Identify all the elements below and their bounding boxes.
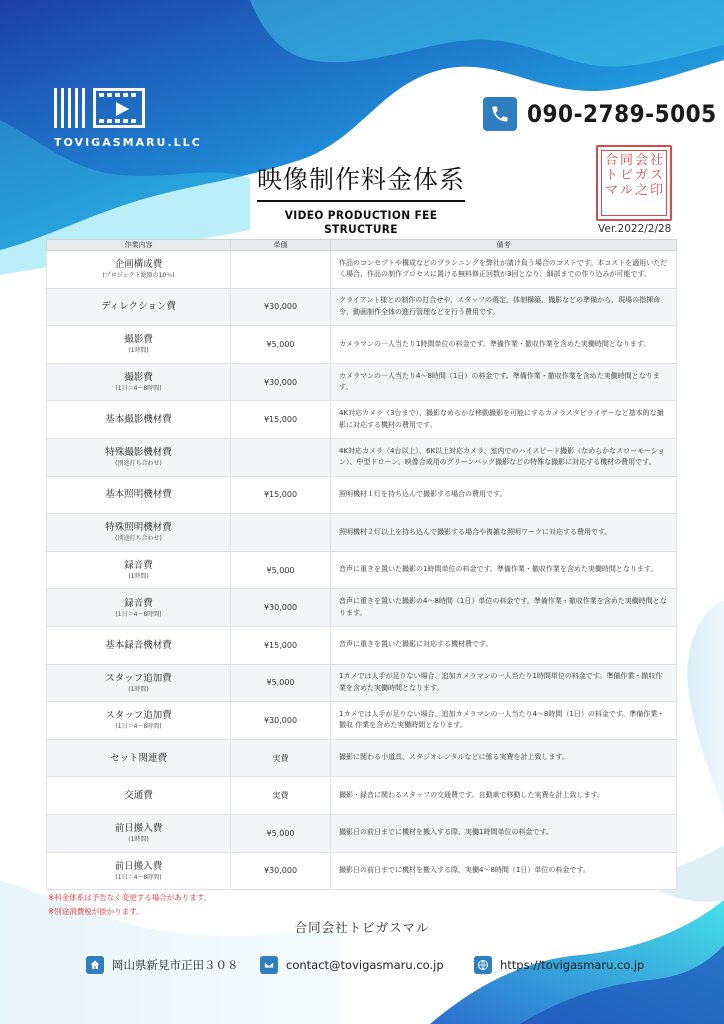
- task-name: 録音費: [124, 597, 153, 609]
- task-subnote: (1日＝4〜8時間): [115, 873, 162, 881]
- task-subnote: (1日＝4〜8時間): [115, 723, 162, 731]
- task-subnote: (別途打ち合わせ): [115, 535, 162, 543]
- cell-task: [47, 664, 231, 702]
- task-subnote: (別途打ち合わせ): [115, 460, 162, 468]
- cell-note: 撮影日の前日までに機材を搬入する際、実働1時間単位の料金です。: [331, 814, 677, 852]
- footer-email[interactable]: [260, 956, 474, 974]
- cell-note: 撮影に関わる小道具、スタジオレンタルなどに係る実費を計上致します。: [331, 739, 677, 777]
- table-row: [47, 739, 677, 777]
- table-row: [47, 702, 677, 740]
- seal-char: マ: [604, 183, 618, 198]
- cell-task: [47, 438, 231, 476]
- table-row: [47, 664, 677, 702]
- cell-price: [231, 514, 331, 552]
- title-japanese: 映像制作料金体系: [257, 160, 465, 202]
- table-row: [47, 626, 677, 664]
- cell-note: クライアント様との制作の打合せや、スタッフの選定、体制構築、撮影などの準備から、現場の指揮命令、動画制作全体の進行管理などを行う費用です。: [331, 288, 677, 326]
- task-subnote: (1時間): [128, 347, 149, 355]
- seal-char: [634, 198, 649, 213]
- cell-price: ¥15,000: [231, 626, 331, 664]
- cell-note: 1カメでは人手が足りない場合、追加カメラマンの一人当たり4〜8時間（1日）の料金です。準備作業・撤収 作業を含めた実働時間となります。: [331, 702, 677, 740]
- seal-char: ビ: [619, 168, 633, 183]
- cell-task: [47, 514, 231, 552]
- disclaimer-notes: [48, 891, 211, 919]
- cell-price: [231, 438, 331, 476]
- task-subnote: (1時間): [128, 573, 149, 581]
- task-name: 前日搬入費: [114, 860, 163, 872]
- table-row: [47, 551, 677, 589]
- page-title: [246, 160, 476, 236]
- cell-task: [47, 551, 231, 589]
- cell-note: 4K対応カメラ（4台以上）、6K以上対応カメラ、室内でのハイスピード撮影（なめらかなスローモーション）、中型ドローン、映像合成用のグリーンバック撮影などの特殊な撮影に対応する機材の費用です。: [331, 438, 677, 476]
- seal-char: [619, 198, 634, 213]
- cell-note: カメラマンの一人当たり1時間単位の料金です。準備作業・撤収作業を含めた実働時間となります。: [331, 326, 677, 364]
- home-icon: [86, 956, 104, 974]
- table-row: [47, 589, 677, 627]
- phone-contact[interactable]: [483, 97, 717, 131]
- cell-price: ¥15,000: [231, 401, 331, 439]
- version-date: Ver.2022/2/28: [598, 223, 672, 235]
- table-row: [47, 288, 677, 326]
- cell-note: 音声に重きを置いた撮影に対応する機材費です。: [331, 626, 677, 664]
- cell-task: [47, 702, 231, 740]
- task-subnote: (1日＝4〜8時間): [115, 610, 162, 618]
- cell-price: ¥5,000: [231, 664, 331, 702]
- cell-price: [231, 251, 331, 289]
- task-name: 撮影費: [124, 372, 153, 384]
- header-task: 作業内容: [47, 240, 231, 251]
- address-text: 岡山県新見市正田３０８: [112, 958, 239, 972]
- cell-note: 作品のコンセプトや構成などのプランニングを弊社が請け負う場合のコストです。本コストを適用いただく場合、作品の制作プロセスに置ける無料修正回数が3回となり、細部までの作り込みが可能です。: [331, 251, 677, 289]
- task-name: 録音費: [124, 560, 153, 572]
- table-row: [47, 438, 677, 476]
- cell-price: ¥30,000: [231, 363, 331, 401]
- company-seal-stamp: [596, 145, 672, 221]
- seal-char: 印: [649, 183, 663, 198]
- cell-price: ¥15,000: [231, 476, 331, 514]
- header-price: 単価: [231, 240, 331, 251]
- table-row: [47, 476, 677, 514]
- task-name: 撮影費: [124, 334, 153, 346]
- cell-task: [47, 326, 231, 364]
- cell-note: 撮影日の前日までに機材を搬入する際、実働4〜8時間（1日）単位の料金です。: [331, 852, 677, 890]
- task-name: 交通費: [124, 790, 153, 802]
- cell-task: [47, 589, 231, 627]
- cell-note: 音声に重きを置いた撮影の1時間単位の料金です。準備作業・撤収作業を含めた実働時間となります。: [331, 551, 677, 589]
- seal-char: 社: [649, 153, 663, 168]
- cell-note: 撮影・録音に関わるスタッフの交通費です。自動車で移動した実費を計上致します。: [331, 777, 677, 815]
- header-note: 備考: [331, 240, 677, 251]
- task-name: 特殊撮影機材費: [105, 447, 172, 459]
- seal-char: 之: [634, 183, 648, 198]
- note-line: ※別途消費税が掛かります。: [48, 907, 144, 916]
- cell-task: [47, 777, 231, 815]
- table-row: [47, 326, 677, 364]
- seal-char: 会: [634, 153, 648, 168]
- task-name: 基本撮影機材費: [105, 414, 172, 426]
- cell-price: ¥5,000: [231, 551, 331, 589]
- table-header-row: [47, 240, 677, 251]
- note-line: ※料金体系は予告なく変更する場合があります。: [48, 893, 212, 902]
- logo-text: TOVIGASMARU.LLC: [54, 136, 202, 149]
- task-subnote: (1時間): [128, 836, 149, 844]
- globe-icon: [474, 956, 492, 974]
- task-name: 基本照明機材費: [105, 489, 172, 501]
- table-row: [47, 401, 677, 439]
- task-name: セット関連費: [109, 752, 167, 764]
- task-name: ディレクション費: [101, 301, 176, 313]
- cell-task: [47, 852, 231, 890]
- fee-table: [46, 239, 676, 890]
- footer-website[interactable]: [474, 956, 644, 974]
- cell-task: [47, 251, 231, 289]
- task-subnote: (1日＝4〜8時間): [115, 385, 162, 393]
- company-logo: [54, 86, 202, 149]
- task-name: 企画構成費: [114, 259, 163, 271]
- seal-char: 同: [619, 153, 633, 168]
- company-name: 合同会社トビガスマル: [294, 920, 430, 935]
- task-name: 特殊照明機材費: [105, 522, 172, 534]
- website-link[interactable]: https://tovigasmaru.co.jp: [500, 958, 645, 972]
- seal-char: ス: [649, 168, 663, 183]
- cell-price: ¥30,000: [231, 589, 331, 627]
- task-name: 基本録音機材費: [105, 639, 172, 651]
- seal-char: ト: [604, 168, 618, 183]
- cell-note: カメラマンの一人当たり4〜8時間（1日）の料金です。準備作業・撤収作業を含めた実働時間となります。: [331, 363, 677, 401]
- task-name: スタッフ追加費: [105, 672, 172, 684]
- task-name: 前日搬入費: [114, 823, 163, 835]
- cell-task: [47, 739, 231, 777]
- footer-address: [86, 956, 260, 974]
- table-row: [47, 814, 677, 852]
- cell-price: ¥5,000: [231, 814, 331, 852]
- seal-char: [604, 198, 619, 213]
- cell-price: 実費: [231, 739, 331, 777]
- email-link[interactable]: contact@tovigasmaru.co.jp: [286, 958, 444, 972]
- seal-char: 合: [604, 153, 618, 168]
- logo-mark-icon: [54, 86, 174, 128]
- table-row: [47, 251, 677, 289]
- mail-icon: [260, 956, 278, 974]
- task-subnote: (1時間): [128, 685, 149, 693]
- cell-price: ¥5,000: [231, 326, 331, 364]
- task-subnote: (プロジェクト総額の10％): [102, 272, 175, 280]
- cell-note: 1カメでは人手が足りない場合、追加カメラマンの一人当たり1時間単位の料金です。準備作業・撤収作業を含めた実働時間となります。: [331, 664, 677, 702]
- title-english: VIDEO PRODUCTION FEE STRUCTURE: [284, 208, 438, 236]
- phone-number: 090-2789-5005: [527, 100, 717, 128]
- cell-price: ¥30,000: [231, 702, 331, 740]
- task-name: スタッフ追加費: [105, 710, 172, 722]
- cell-task: [47, 363, 231, 401]
- table-row: [47, 852, 677, 890]
- cell-task: [47, 401, 231, 439]
- cell-note: 音声に重きを置いた撮影の4〜8時間（1日）単位の料金です。準備作業・撤収作業を含めた実働時間となります。: [331, 589, 677, 627]
- seal-char: [649, 198, 664, 213]
- phone-icon: [483, 97, 517, 131]
- cell-note: 4K対応カメラ（3台まで）、撮影なめらかな移動撮影を可能にするカメラスタビライザーなど基本的な撮影に対応する機材の費用です。: [331, 401, 677, 439]
- table-row: [47, 777, 677, 815]
- table-row: [47, 514, 677, 552]
- cell-task: [47, 288, 231, 326]
- cell-note: 照明機材２灯以上を持ち込んで撮影する場合や複雑な照明ワークに対応する費用です。: [331, 514, 677, 552]
- footer-contacts: [86, 956, 666, 974]
- cell-task: [47, 476, 231, 514]
- cell-price: ¥30,000: [231, 288, 331, 326]
- seal-char: ル: [619, 183, 633, 198]
- seal-char: ガ: [634, 168, 648, 183]
- cell-task: [47, 626, 231, 664]
- cell-price: ¥30,000: [231, 852, 331, 890]
- cell-task: [47, 814, 231, 852]
- table-row: [47, 363, 677, 401]
- cell-note: 照明機材１灯を持ち込んで撮影する場合の費用です。: [331, 476, 677, 514]
- cell-price: 実費: [231, 777, 331, 815]
